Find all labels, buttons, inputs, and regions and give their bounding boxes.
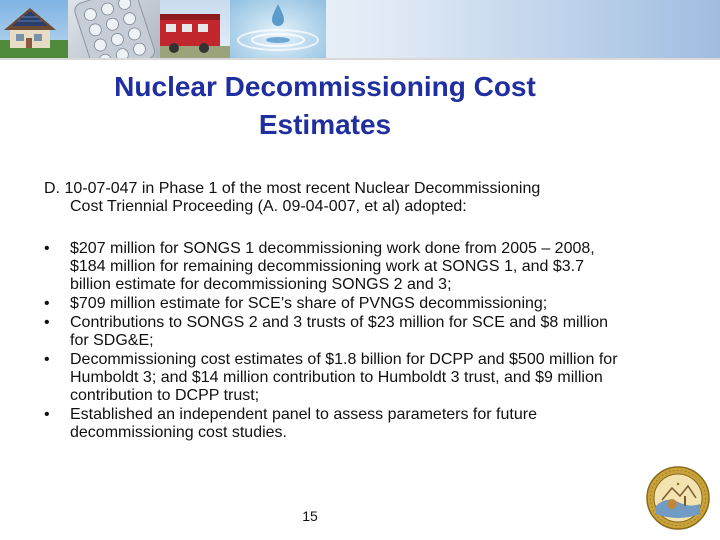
list-item-text: Decommissioning cost estimates of $1.8 billion for DCPP and $500 million for Humboldt 3; and $14 million contribution to Humboldt 3 trust, and $9 million contribution to DCPP trust;	[70, 351, 618, 404]
header-photo-strip	[0, 0, 720, 58]
bullet-icon: •	[44, 240, 50, 257]
intro-line2: Cost Triennial Proceeding (A. 09-04-007, et al) adopted:	[70, 198, 467, 215]
slide-title-line2: Estimates	[258, 109, 392, 140]
slide-title	[60, 68, 590, 144]
water-drop-photo	[230, 0, 326, 58]
bullet-icon: •	[44, 295, 50, 312]
bullet-icon: •	[44, 314, 50, 331]
telephone-keypad-photo	[68, 0, 160, 58]
list-item	[44, 240, 624, 294]
bullet-list	[44, 240, 624, 443]
page-number: 15	[302, 508, 318, 524]
list-item	[44, 314, 624, 350]
house-solar-photo	[0, 0, 68, 58]
bullet-icon: •	[44, 406, 50, 423]
list-item	[44, 406, 624, 442]
list-item	[44, 295, 624, 313]
list-item-text: $207 million for SONGS 1 decommissioning work done from 2005 – 2008, $184 million for remaining decommissioning work at SONGS 1, and $3.7 billion estimate for decommissioning SONGS 2 and 3;	[70, 240, 595, 293]
bullet-icon: •	[44, 351, 50, 368]
intro-paragraph	[44, 180, 614, 216]
slide-title-line1: Nuclear Decommissioning Cost	[114, 71, 536, 102]
intro-line1: D. 10-07-047 in Phase 1 of the most recent Nuclear Decommissioning	[44, 180, 541, 197]
header-divider	[0, 58, 720, 60]
list-item	[44, 351, 624, 405]
list-item-text: Established an independent panel to assess parameters for future decommissioning cost studies.	[70, 406, 537, 441]
list-item-text: Contributions to SONGS 2 and 3 trusts of $23 million for SCE and $8 million for SDG&E;	[70, 314, 609, 349]
list-item-text: $709 million estimate for SCE’s share of PVNGS decommissioning;	[70, 295, 548, 312]
state-seal-icon	[646, 466, 710, 530]
train-photo	[160, 0, 230, 58]
